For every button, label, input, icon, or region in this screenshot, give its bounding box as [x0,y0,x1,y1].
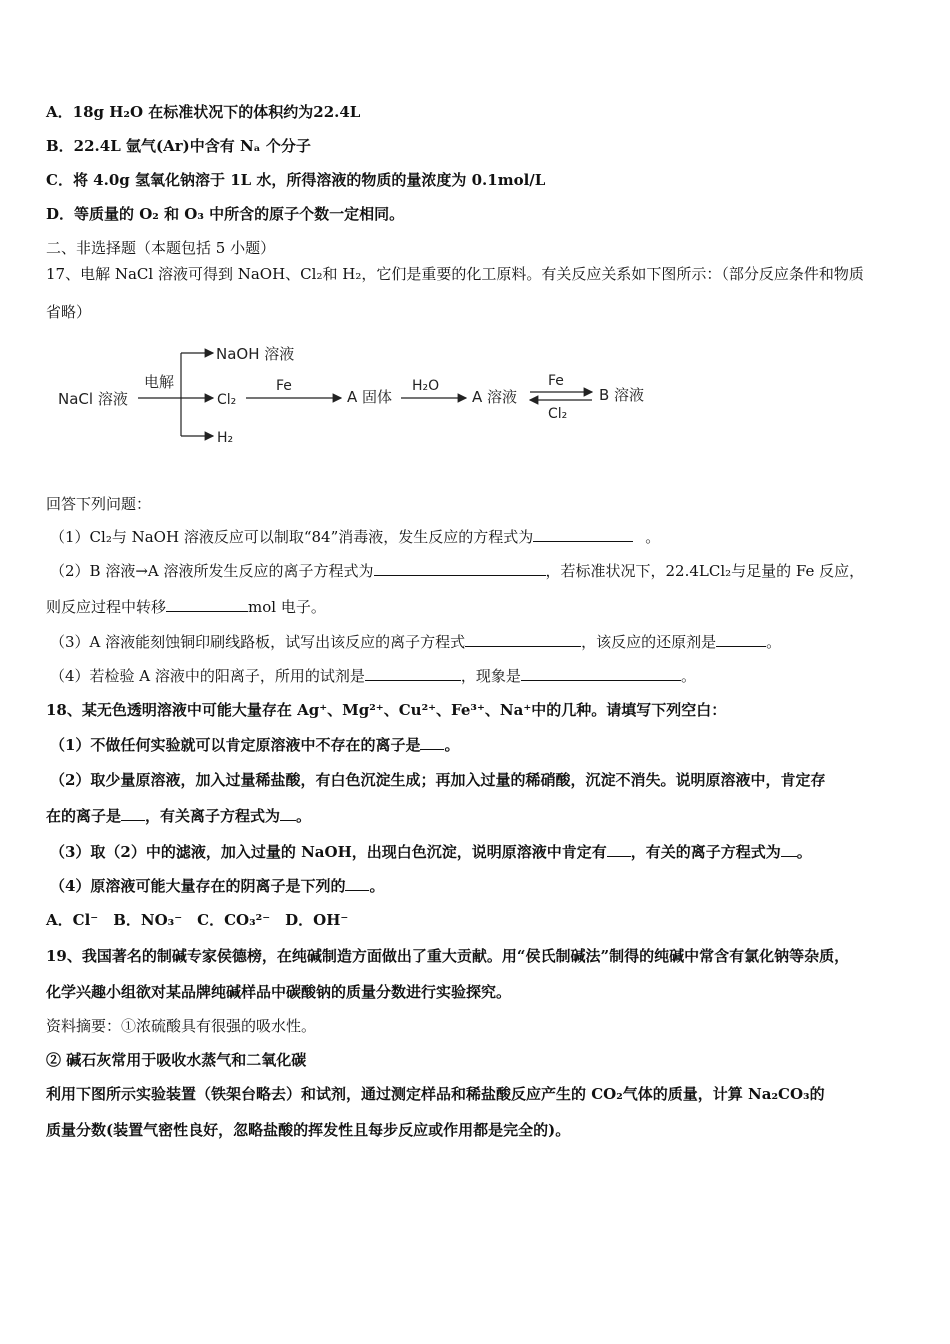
answer-blank[interactable] [465,632,581,647]
q18-options: A．Cl⁻ B．NO₃⁻ C．CO₃²⁻ D．OH⁻ [46,911,349,929]
q19-line3: 资料摘要：①浓硫酸具有很强的吸水性。 [46,1017,317,1035]
diagram-h2o-label: H₂O [412,378,440,394]
diagram-b-solution: B 溶液 [599,386,645,404]
q17-part4: （4）若检验 A 溶液中的阳离子，所用的试剂是 ，现象是 。 [50,667,696,685]
answer-blank[interactable] [166,597,248,612]
q16-option-c: C．将 4.0g 氢氧化钠溶于 1L 水，所得溶液的物质的量浓度为 0.1mol/L [46,171,546,189]
diagram-fe-label-2: Fe [548,373,564,389]
answer-blank[interactable] [345,876,369,891]
q18-stem: 18、某无色透明溶液中可能大量存在 Ag⁺、Mg²⁺、Cu²⁺、Fe³⁺、Na⁺中的几种。请填写下列空白： [46,701,727,719]
q18-part2-line1: （2）取少量原溶液，加入过量稀盐酸，有白色沉淀生成；再加入过量的稀硝酸，沉淀不消失。说明原溶液中，肯定存 [50,771,826,789]
q18-part3: （3）取（2）中的滤液，加入过量的 NaOH，出现白色沉淀，说明原溶液中肯定有 ，有关的离子方程式为 。 [50,843,812,861]
q18-part2-line2: 在的离子是 ，有关离子方程式为 。 [46,807,312,825]
answer-blank[interactable] [121,806,145,821]
diagram-h2: H₂ [217,430,234,446]
section-header: 二、非选择题（本题包括 5 小题） [46,239,276,257]
answer-blank[interactable] [521,666,681,681]
q19-line2: 化学兴趣小组欲对某品牌纯碱样品中碳酸钠的质量分数进行实验探究。 [46,983,512,1001]
q19-line1: 19、我国著名的制碱专家侯德榜，在纯碱制造方面做出了重大贡献。用“侯氏制碱法”制得的纯碱中常含有氯化钠等杂质， [46,947,850,965]
answer-blank[interactable] [607,842,631,857]
q19-line5: 利用下图所示实验装置（铁架台略去）和试剂，通过测定样品和稀盐酸反应产生的 CO₂气体的质量，计算 Na₂CO₃的 [46,1085,825,1103]
answer-blank[interactable] [420,735,444,750]
q17-stem-line1: 17、电解 NaCl 溶液可得到 NaOH、Cl₂和 H₂，它们是重要的化工原料。有关反应关系如下图所示：（部分反应条件和物质 [46,265,864,283]
diagram-cl2: Cl₂ [217,392,237,408]
answer-blank[interactable] [280,806,296,821]
diagram-electrolysis-label: 电解 [144,373,175,391]
q16-option-a: A．18g H₂O 在标准状况下的体积约为22.4L [46,103,361,121]
answer-prompt: 回答下列问题： [46,495,152,513]
diagram-nacl-solution: NaCl 溶液 [58,390,128,408]
answer-blank[interactable] [365,666,461,681]
q19-line4: ② 碱石灰常用于吸收水蒸气和二氧化碳 [46,1051,307,1069]
diagram-a-solid: A 固体 [347,388,393,406]
q16-option-d: D．等质量的 O₂ 和 O₃ 中所含的原子个数一定相同。 [46,205,405,223]
answer-blank[interactable] [781,842,797,857]
q17-part2: （2）B 溶液→A 溶液所发生反应的离子方程式为 ，若标准状况下，22.4LCl₂与足量的 Fe 反应， [50,562,865,580]
q17-part3: （3）A 溶液能刻蚀铜印刷线路板，试写出该反应的离子方程式 ，该反应的还原剂是 。 [50,633,782,651]
q19-line6: 质量分数(装置气密性良好，忽略盐酸的挥发性且每步反应或作用都是完全的)。 [46,1121,571,1139]
q16-option-b: B．22.4L 氩气(Ar)中含有 Nₐ 个分子 [46,137,311,155]
diagram-cl2-label: Cl₂ [548,406,568,422]
reaction-diagram [56,338,676,456]
answer-blank[interactable] [374,561,546,576]
q18-part4: （4）原溶液可能大量存在的阴离子是下列的 。 [50,877,385,895]
diagram-naoh-solution: NaOH 溶液 [216,345,295,363]
answer-blank[interactable] [533,527,633,542]
q17-part2-cont: 则反应过程中转移 mol 电子。 [46,598,326,616]
diagram-fe-label: Fe [276,378,292,394]
q17-stem-line2: 省略） [46,303,92,321]
q18-part1: （1）不做任何实验就可以肯定原溶液中不存在的离子是 。 [50,736,460,754]
q17-part1: （1）Cl₂与 NaOH 溶液反应可以制取“84”消毒液，发生反应的方程式为 。 [50,528,661,546]
answer-blank[interactable] [716,632,766,647]
diagram-a-solution: A 溶液 [472,388,518,406]
